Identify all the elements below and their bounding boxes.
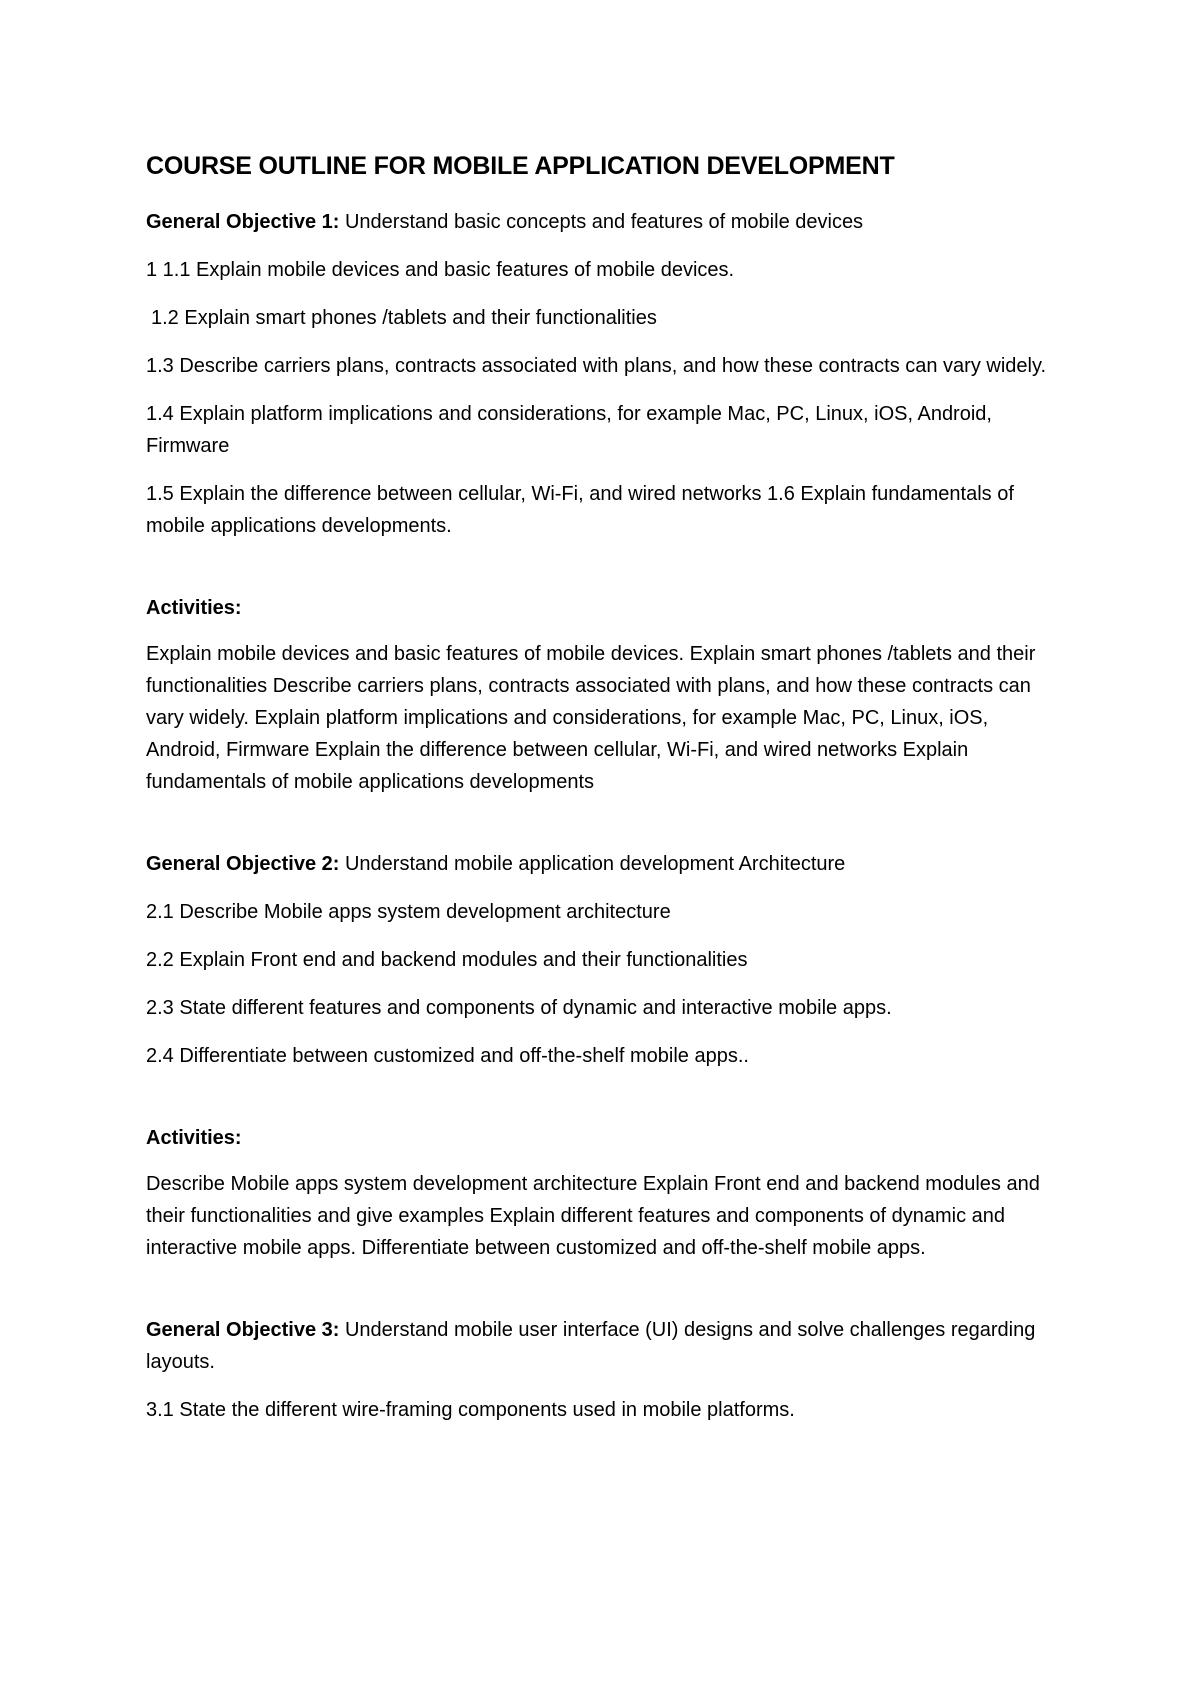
objective-3-item: 3.1 State the different wire-framing components used in mobile platforms. xyxy=(146,1399,795,1421)
objective-2-item: 2.1 Describe Mobile apps system development architecture xyxy=(146,901,671,923)
activities-2-text: Describe Mobile apps system development architecture Explain Front end and backend modules and their functionalities and give examples Explain different features and components of dynamic and interactive mobile apps. Differentiate between customized and off-the-shelf mobile apps. xyxy=(146,1173,1040,1259)
objective-2-item: 2.3 State different features and components of dynamic and interactive mobile apps. xyxy=(146,997,892,1019)
objective-3-label: General Objective 3: xyxy=(146,1319,340,1341)
objective-1 xyxy=(146,206,1066,238)
objective-1-item: 1.5 Explain the difference between cellular, Wi-Fi, and wired networks 1.6 Explain fundamentals of mobile applications developments. xyxy=(146,483,1014,537)
section-gap xyxy=(146,1280,1066,1314)
objective-2-item: 2.4 Differentiate between customized and off-the-shelf mobile apps.. xyxy=(146,1045,749,1067)
objective-1-item: 1.2 Explain smart phones /tablets and their functionalities xyxy=(151,307,657,329)
section-gap xyxy=(146,1088,1066,1122)
objective-2-item: 2.2 Explain Front end and backend modules and their functionalities xyxy=(146,949,748,971)
objective-3 xyxy=(146,1314,1066,1378)
activities-2-heading: Activities: xyxy=(146,1127,242,1149)
objective-1-label: General Objective 1: xyxy=(146,211,340,233)
document-title: COURSE OUTLINE FOR MOBILE APPLICATION DEVELOPMENT xyxy=(146,152,895,180)
objective-2-label: General Objective 2: xyxy=(146,853,340,875)
activities-1-heading: Activities: xyxy=(146,597,242,619)
objective-1-text: Understand basic concepts and features of mobile devices xyxy=(344,211,864,233)
document-page xyxy=(146,148,1066,1442)
objective-2-text: Understand mobile application development Architecture xyxy=(344,853,846,875)
objective-3-text: Understand mobile user interface (UI) designs and solve challenges regarding layouts. xyxy=(146,1319,1036,1373)
objective-2 xyxy=(146,848,1066,880)
objective-1-item: 1 1.1 Explain mobile devices and basic features of mobile devices. xyxy=(146,259,735,281)
section-gap xyxy=(146,558,1066,592)
section-gap xyxy=(146,814,1066,848)
objective-1-item: 1.3 Describe carriers plans, contracts associated with plans, and how these contracts can vary widely. xyxy=(146,355,1047,377)
activities-1-text: Explain mobile devices and basic features of mobile devices. Explain smart phones /tablets and their functionalities Describe carriers plans, contracts associated with plans, and how these contracts can vary widely. Explain platform implications and considerations, for example Mac, PC, Linux, iOS, Android, Firmware Explain the difference between cellular, Wi-Fi, and wired networks Explain fundamentals of mobile applications developments xyxy=(146,643,1036,793)
objective-1-item: 1.4 Explain platform implications and considerations, for example Mac, PC, Linux, iOS, Android, Firmware xyxy=(146,403,992,457)
